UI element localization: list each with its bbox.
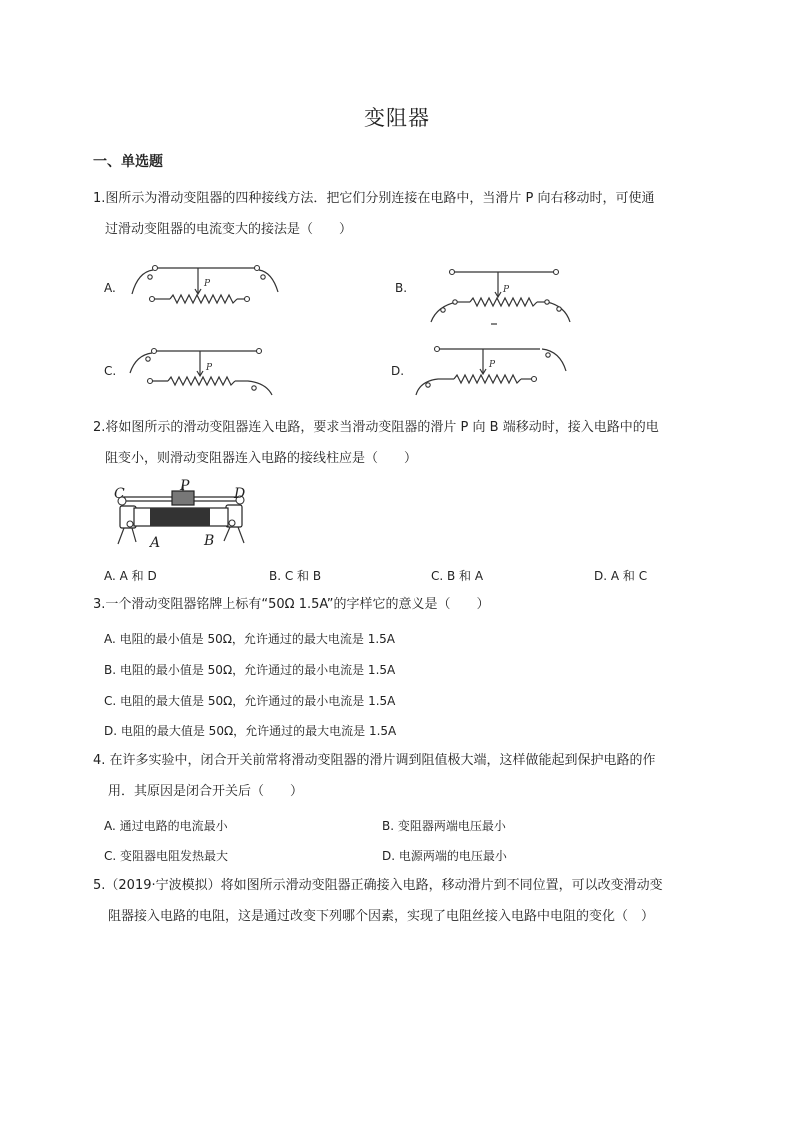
q3-option-c: C. 电阻的最大值是 50Ω，允许通过的最小电流是 1.5A — [104, 694, 396, 708]
q1-option-c-label: C. — [104, 364, 117, 378]
q2-stem-line1: 2.将如图所示的滑动变阻器连入电路，要求当滑动变阻器的滑片 P 向 B 端移动时，接入电路中的电 — [93, 420, 659, 435]
q3-stem: 3.一个滑动变阻器铭牌上标有“50Ω 1.5A”的字样它的意义是（ ） — [93, 597, 490, 612]
q2-terminal-b-label: B — [204, 533, 215, 549]
section-heading: 一、单选题 — [93, 154, 163, 170]
q1-figure-c — [120, 343, 285, 398]
q4-option-a: A. 通过电路的电流最小 — [104, 819, 228, 833]
q1-option-b-label: B. — [395, 281, 408, 295]
q2-option-a: A. A 和 D — [104, 569, 157, 583]
q4-stem-line1: 4. 在许多实验中，闭合开关前常将滑动变阻器的滑片调到阻值极大端，这样做能起到保护电路的作 — [93, 753, 656, 768]
q4-option-c: C. 变阻器电阻发热最大 — [104, 849, 229, 863]
q1-figure-b — [425, 262, 590, 332]
q1-stem-line1: 1.图所示为滑动变阻器的四种接线方法．把它们分别连接在电路中，当滑片 P 向右移动时，可使通 — [93, 191, 655, 206]
q1-figure-d — [410, 343, 575, 398]
q1-figure-a — [120, 262, 285, 307]
q2-option-d: D. A 和 C — [594, 569, 648, 583]
q2-rheostat-figure — [110, 478, 260, 550]
q1-c-slider-label: P — [206, 363, 213, 373]
q2-terminal-d-label: D — [234, 486, 246, 502]
q4-stem-line2: 用．其原因是闭合开关后（ ） — [108, 784, 304, 799]
page-title: 变阻器 — [364, 106, 430, 130]
q3-option-d: D. 电阻的最大值是 50Ω，允许通过的最大电流是 1.5A — [104, 724, 397, 738]
q4-option-d: D. 电源两端的电压最小 — [382, 849, 507, 863]
q2-terminal-a-label: A — [150, 535, 161, 551]
q1-option-d-label: D. — [391, 364, 405, 378]
q3-option-b: B. 电阻的最小值是 50Ω，允许通过的最小电流是 1.5A — [104, 663, 396, 677]
q1-d-slider-label: P — [489, 360, 496, 370]
q5-stem-line2: 阻器接入电路的电阻，这是通过改变下列哪个因素，实现了电阻丝接入电路中电阻的变化（ ） — [108, 909, 655, 924]
q5-stem-line1: 5.（2019·宁波模拟）将如图所示滑动变阻器正确接入电路，移动滑片到不同位置，可以改变滑动变 — [93, 878, 663, 893]
q1-option-a-label: A. — [104, 281, 116, 295]
q1-stem-line2: 过滑动变阻器的电流变大的接法是（ ） — [105, 222, 353, 237]
q2-option-c: C. B 和 A — [431, 569, 484, 583]
q2-option-b: B. C 和 B — [269, 569, 322, 583]
q2-terminal-c-label: C — [114, 486, 125, 502]
q1-a-slider-label: P — [204, 279, 211, 289]
q2-stem-line2: 阻变小，则滑动变阻器连入电路的接线柱应是（ ） — [105, 451, 418, 466]
q3-option-a: A. 电阻的最小值是 50Ω，允许通过的最大电流是 1.5A — [104, 632, 395, 646]
q2-slider-p-label: P — [180, 478, 190, 494]
q1-b-slider-label: P — [503, 285, 510, 295]
q4-option-b: B. 变阻器两端电压最小 — [382, 819, 506, 833]
